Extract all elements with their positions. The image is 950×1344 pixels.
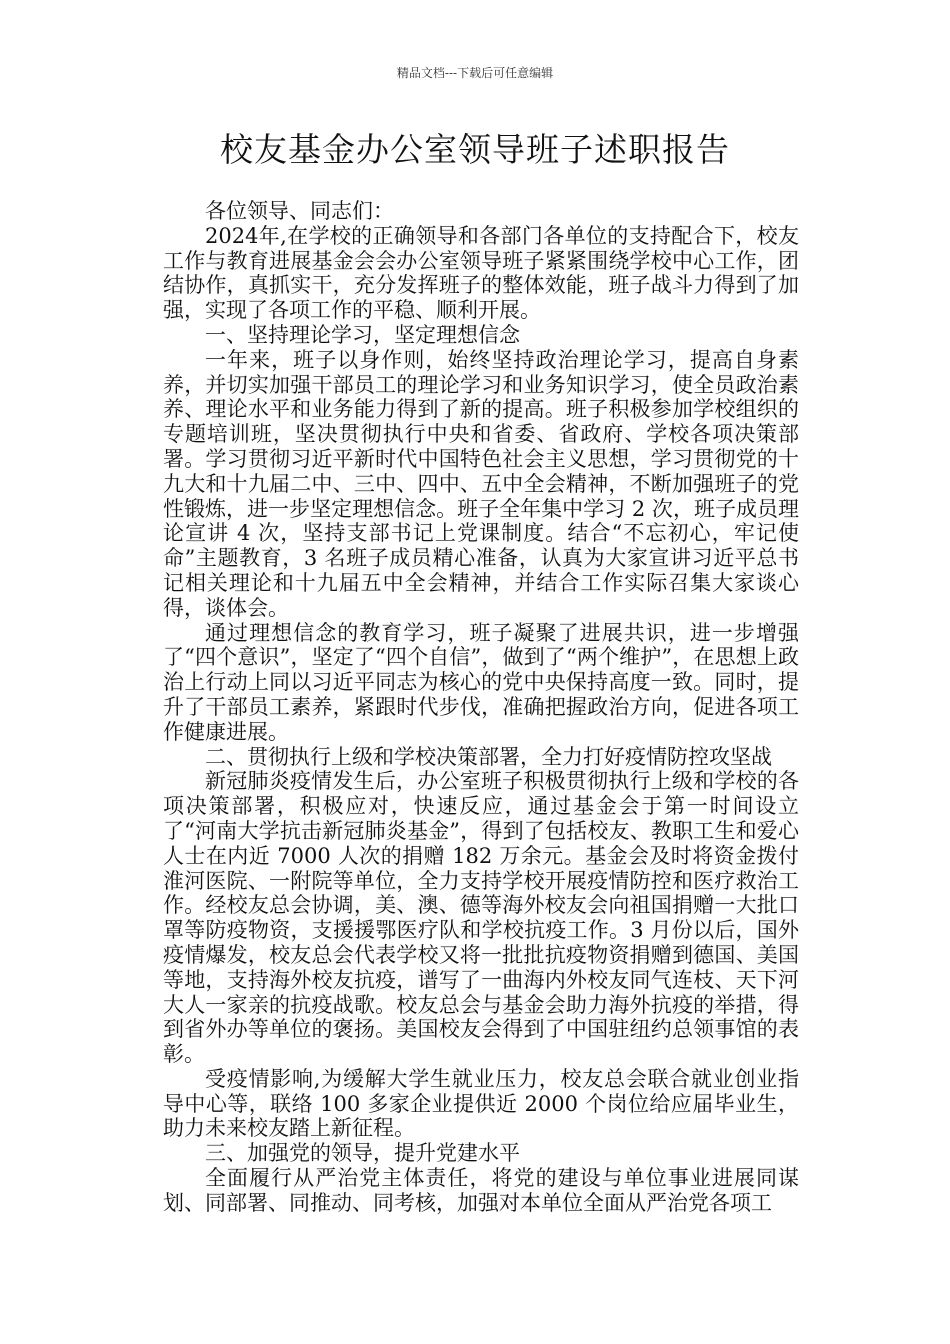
body-paragraph: 2024年,在学校的正确领导和各部门各单位的支持配合下，校友工作与教育进展基金会会办公室领导班子紧紧围绕学校中心工作，团结协作，真抓实干，充分发挥班子的整体效能，班子战斗力得到了加强，实现了各项工作的平稳、顺利开展。: [163, 223, 799, 323]
body-paragraph: 一年来，班子以身作则，始终坚持政治理论学习，提高自身素养，并切实加强干部员工的理论学习和业务知识学习，使全员政治素养、理论水平和业务能力得到了新的提高。班子积极参加学校组织的专题培训班，坚决贯彻执行中央和省委、省政府、学校各项决策部署。学习贯彻习近平新时代中国特色社会主义思想，学习贯彻党的十九大和十九届二中、三中、四中、五中全会精神，不断加强班子的党性锻炼，进一步坚定理想信念。班子全年集中学习 2 次，班子成员理论宣讲 4 次，坚持支部书记上党课制度。结合“不忘初心，牢记使命”主题教育，3 名班子成员精心准备，认真为大家宣讲习近平总书记相关理论和十九届五中全会精神，并结合工作实际召集大家谈心得，谈体会。: [163, 347, 799, 620]
section-heading-1: 一、坚持理论学习，坚定理想信念: [205, 322, 520, 347]
page-header: 精品文档---下载后可任意编辑: [396, 66, 554, 80]
document-body: [163, 199, 799, 1216]
section-heading-3: 三、加强党的领导，提升党建水平: [205, 1141, 520, 1166]
body-paragraph: 受疫情影响,为缓解大学生就业压力，校友总会联合就业创业指导中心等，联络 100 多家企业提供近 2000 个岗位给应届毕业生，助力未来校友踏上新征程。: [163, 1066, 799, 1141]
body-paragraph: 通过理想信念的教育学习，班子凝聚了进展共识，进一步增强了“四个意识”，坚定了“四个自信”，做到了“两个维护”，在思想上政治上行动上同以习近平同志为核心的党中央保持高度一致。同时，提升了干部员工素养，紧跟时代步伐，准确把握政治方向，促进各项工作健康进展。: [163, 620, 799, 744]
document-title: 校友基金办公室领导班子述职报告: [220, 130, 730, 169]
section-heading-2: 二、贯彻执行上级和学校决策部署，全力打好疫情防控攻坚战: [205, 744, 772, 769]
body-paragraph: 全面履行从严治党主体责任，将党的建设与单位事业进展同谋划、同部署、同推动、同考核，加强对本单位全面从严治党各项工: [163, 1166, 799, 1215]
salutation: 各位领导、同志们：: [205, 199, 394, 223]
body-paragraph: 新冠肺炎疫情发生后，办公室班子积极贯彻执行上级和学校的各项决策部署，积极应对，快速反应，通过基金会于第一时间设立了“河南大学抗击新冠肺炎基金”，得到了包括校友、教职工生和爱心人士在内近 7000 人次的捐赠 182 万余元。基金会及时将资金拨付淮河医院、一附院等单位，全力支持学校开展疫情防控和医疗救治工作。经校友总会协调，美、澳、德等海外校友会向祖国捐赠一大批口罩等防疫物资，支援援鄂医疗队和学校抗疫工作。3 月份以后，国外疫情爆发，校友总会代表学校又将一批批抗疫物资捐赠到德国、美国等地，支持海外校友抗疫，谱写了一曲海内外校友同气连枝、天下河大人一家亲的抗疫战歌。校友总会与基金会助力海外抗疫的举措，得到省外办等单位的褒扬。美国校友会得到了中国驻纽约总领事馆的表彰。: [163, 769, 799, 1067]
